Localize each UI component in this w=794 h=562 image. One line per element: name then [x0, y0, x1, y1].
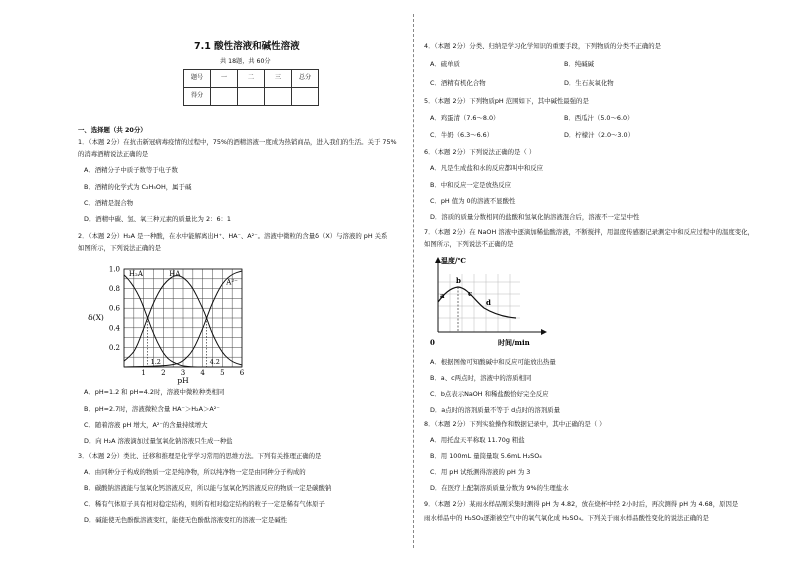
- score-input-cell[interactable]: [238, 88, 265, 106]
- x-tick-label: 2: [161, 369, 166, 377]
- question-8-option-a[interactable]: A．用托盘天平称取 11.70g 粗盐: [430, 436, 525, 444]
- point-d-label: d: [486, 298, 491, 307]
- score-header-cell: 一: [211, 70, 238, 88]
- score-header-cell: 总分: [292, 70, 319, 88]
- question-5-line-1: 5．（本题 2分）下列物质pH 范围如下，其中碱性最强的是: [424, 97, 589, 105]
- question-9-line-2: 雨水样品中的 H₂SO₃逐渐被空气中的氧气氧化成 H₂SO₄。下列关于雨水样品酸性变化的说法正确的是: [424, 514, 709, 522]
- question-7-option-b[interactable]: B．a、c两点时，溶液中的溶质相同: [430, 374, 532, 382]
- x-axis-label: 时间/min: [498, 338, 530, 347]
- question-5-option-b[interactable]: B．西瓜汁（5.0～6.0）: [564, 114, 634, 122]
- score-header-cell: 二: [238, 70, 265, 88]
- point-c-label: c: [468, 289, 473, 298]
- question-2-option-c[interactable]: C．随着溶液 pH 增大，A²⁻的含量持续增大: [84, 421, 208, 429]
- question-4-option-c[interactable]: C．酒精有机化合物: [430, 79, 486, 87]
- question-2-line-1: 2．（本题 2分）H₂A 是一种酸，在水中能解离出H⁺、HA⁻、A²⁻。溶液中微粒的含量δ（X）与溶液的 pH 关系: [78, 232, 388, 240]
- question-1-option-a[interactable]: A．酒精分子中质子数等于电子数: [84, 166, 178, 174]
- x-tick-label: 3: [180, 369, 186, 377]
- score-input-cell[interactable]: [265, 88, 292, 106]
- question-6-option-a[interactable]: A．凡是生成盐和水的反应都叫中和反应: [430, 164, 544, 172]
- question-7-line-2: 如图所示，下列说法不正确的是: [424, 240, 514, 248]
- question-8-line-1: 8．（本题 2分）下列实验操作和数据记录中，其中正确的是（ ）: [424, 420, 606, 428]
- question-1-option-c[interactable]: C．酒精是混合物: [84, 199, 134, 207]
- question-7-option-c[interactable]: C．b点表示NaOH 和稀盐酸恰好完全反应: [430, 390, 549, 398]
- point-a-label: a: [440, 291, 445, 300]
- chart-grid: [124, 269, 242, 367]
- x-axis-label: pH: [177, 376, 189, 385]
- question-6-option-d[interactable]: D．溶质的质量分数相同的盐酸和氢氧化钠溶液混合后，溶液不一定呈中性: [430, 213, 640, 221]
- column-divider: [413, 14, 414, 548]
- score-header-cell: 三: [265, 70, 292, 88]
- series-label-2: HA: [169, 269, 181, 278]
- question-6-option-c[interactable]: C．pH 值为 0的溶液不显酸性: [430, 197, 516, 205]
- page-subtitle: 共 18题，共 60分: [220, 58, 271, 65]
- annotation-label: 1.2: [150, 358, 161, 366]
- y-tick-label: 1.0: [108, 265, 120, 274]
- question-4-line-1: 4．（本题 2分）分类、归纳是学习化学知识的重要手段，下列物质的分类不正确的是: [424, 42, 662, 50]
- y-tick-label: 0.2: [108, 343, 120, 352]
- score-label-cell: 得分: [184, 88, 211, 106]
- question-7-option-a[interactable]: A．根据图像可知酸碱中和反应可能放出热量: [430, 358, 556, 366]
- question-7-option-d[interactable]: D．a点时的溶剂质量不等于 d点时的溶剂质量: [430, 406, 560, 414]
- series-label-1: H₂A: [128, 269, 143, 278]
- question-8-option-c[interactable]: C．用 pH 试纸测得溶液的 pH 为 3: [430, 468, 531, 476]
- question-8-option-b[interactable]: B．用 100mL 量筒量取 5.6mL H₂SO₄: [430, 452, 542, 460]
- question-7-line-1: 7．（本题 2分）在 NaOH 溶液中逐滴加稀盐酸溶液，不断搅拌，用温度传感器记录测定中和反应过程中的温度变化，: [424, 228, 754, 236]
- temperature-graph: [428, 252, 558, 352]
- question-2-line-2: 如图所示，下列说法正确的是: [78, 244, 162, 252]
- point-b-label: b: [456, 276, 461, 285]
- question-4-option-d[interactable]: D．生石灰氧化物: [564, 79, 614, 87]
- series-label-3: A²⁻: [226, 278, 238, 287]
- question-6-option-b[interactable]: B．中和反应一定是放热反应: [430, 181, 512, 189]
- question-1-option-b[interactable]: B．酒精的化学式为 C₂H₅OH，属于碱: [84, 183, 192, 191]
- question-2-option-d[interactable]: D．向 H₂A 溶液滴加过量氢氧化钠溶液只生成一种盐: [84, 437, 233, 445]
- x-tick-label: 1: [141, 369, 146, 377]
- question-6-line-1: 6．（本题 2分）下列说法正确的是（ ）: [424, 148, 536, 156]
- question-9-line-1: 9．（本题 2分）某雨水样品刚采集时测得 pH 为 4.82，放在烧杯中经 2小时后，再次测得 pH 为 4.68，原因是: [424, 500, 739, 508]
- question-1-option-d[interactable]: D．酒精中碳、氢、氧三种元素的质量比为 2：6：1: [84, 215, 231, 223]
- question-5-option-a[interactable]: A．鸡蛋清（7.6～8.0）: [430, 114, 500, 122]
- question-3-option-c[interactable]: C．稀有气体原子具有相对稳定结构，则所有相对稳定结构的粒子一定是稀有气体原子: [84, 500, 325, 508]
- annotation-label: 4.2: [209, 358, 220, 366]
- y-tick-label: 0.4: [108, 324, 120, 333]
- question-1-line-1: 1．（本题 2分）在抗击新冠病毒疫情的过程中，75%的酒精溶液一度成为热销商品，进入我们的生活。关于 75%: [78, 138, 397, 146]
- origin-label: 0: [430, 338, 435, 347]
- question-5-option-d[interactable]: D．柠檬汁（2.0～3.0）: [564, 131, 634, 139]
- score-header-cell: 题号: [184, 70, 211, 88]
- question-4-option-b[interactable]: B．纯碱碱: [564, 60, 594, 68]
- question-5-option-c[interactable]: C．牛奶（6.3～6.6）: [430, 131, 494, 139]
- section-heading: 一、选择题（共 20分）: [78, 126, 147, 134]
- question-2-option-a[interactable]: A．pH=1.2 和 pH=4.2时，溶液中微粒种类相同: [84, 388, 225, 396]
- question-3-option-d[interactable]: D．碱能使无色酚酞溶液变红，能使无色酚酞溶液变红的溶液一定是碱性: [84, 516, 288, 524]
- question-4-option-a[interactable]: A．硫单质: [430, 60, 460, 68]
- score-table: [183, 69, 319, 106]
- y-tick-label: 0.8: [108, 285, 120, 294]
- page-title: 7.1 酸性溶液和碱性溶液: [194, 41, 300, 52]
- score-input-cell[interactable]: [211, 88, 238, 106]
- question-1-line-2: 的消毒酒精说法正确的是: [78, 150, 149, 158]
- x-tick-label: 4: [200, 369, 205, 377]
- y-axis-label: δ(X): [88, 313, 104, 322]
- question-3-option-a[interactable]: A．由同种分子构成的物质一定是纯净物，所以纯净物一定是由同种分子构成的: [84, 468, 306, 476]
- temperature-curve: [438, 287, 516, 318]
- x-tick-label: 5: [220, 369, 225, 377]
- y-axis-label: 温度/℃: [441, 256, 466, 265]
- score-input-cell[interactable]: [292, 88, 319, 106]
- question-8-option-d[interactable]: D．在医疗上配制溶质质量分数为 9%的生理盐水: [430, 484, 569, 492]
- question-3-option-b[interactable]: B．碳酸钠溶液能与氢氧化钙溶液反应，所以能与氢氧化钙溶液反应的物质一定是碳酸钠: [84, 484, 332, 492]
- question-3-line-1: 3．（本题 2分）类比、迁移和推理是化学学习常用的思维方法。下列有关推理正确的是: [78, 452, 322, 460]
- speciation-chart: [78, 257, 248, 385]
- x-tick-label: 6: [239, 369, 245, 377]
- question-2-option-b[interactable]: B．pH=2.7时，溶液微粒含量 HA⁻＞H₂A＞A²⁻: [84, 405, 220, 413]
- y-tick-label: 0.6: [108, 304, 120, 313]
